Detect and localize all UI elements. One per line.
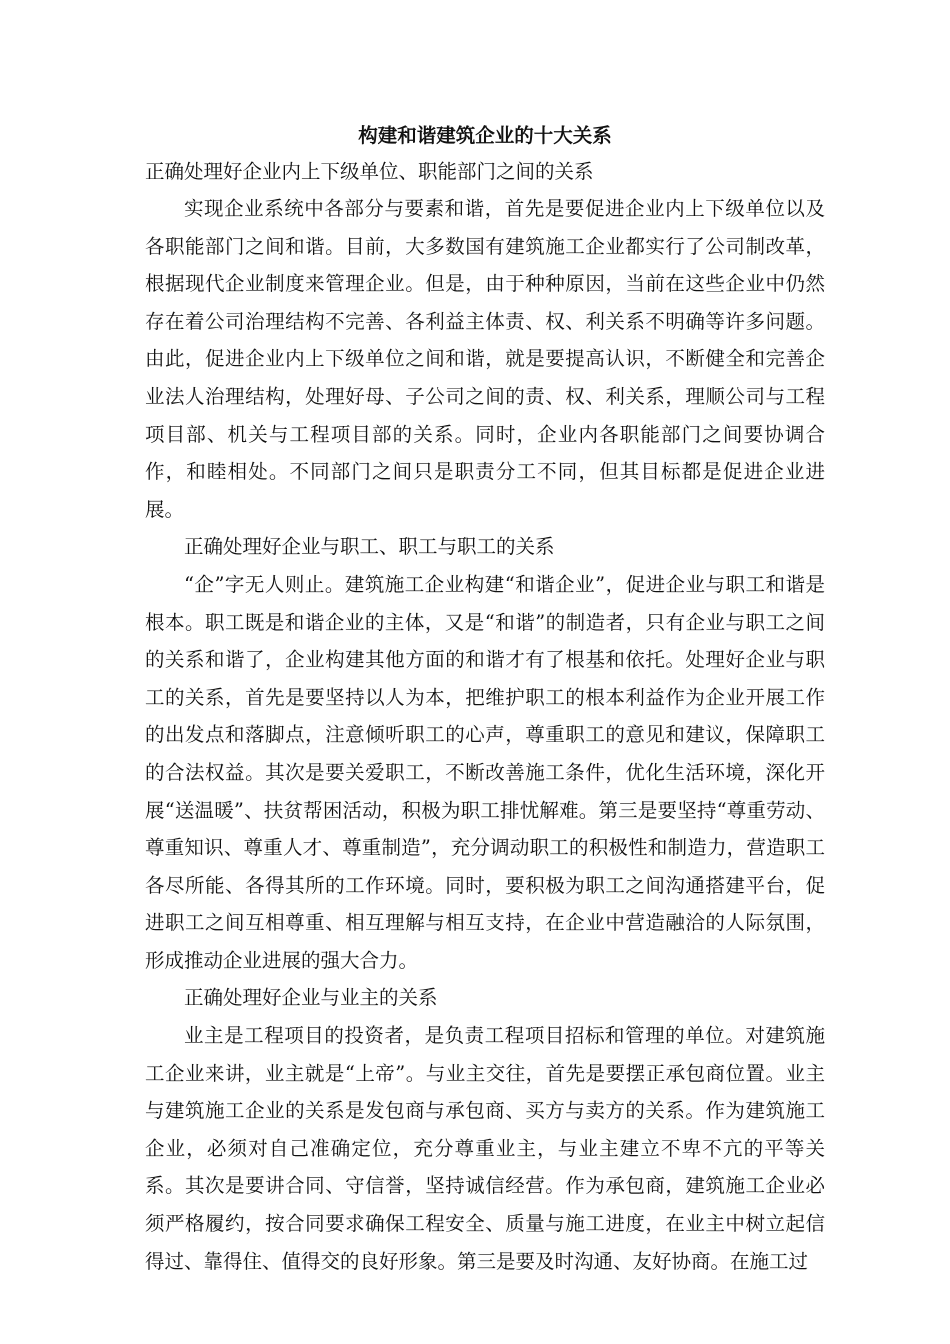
section-heading-1: 正确处理好企业内上下级单位、职能部门之间的关系 xyxy=(145,160,594,183)
section-heading-3: 正确处理好企业与业主的关系 xyxy=(184,986,438,1010)
section-paragraph-3: 业主是工程项目的投资者，是负责工程项目招标和管理的单位。对建筑施工企业来讲，业主就是“上帝”。与业主交往，首先是要摆正承包商位置。业主与建筑施工企业的关系是发包商与承包商、买方与卖方的关系。作为建筑施工企业，必须对自己准确定位，充分尊重业主，与业主建立不卑不亢的平等关系。其次是要讲合同、守信誉，坚持诚信经营。作为承包商，建筑施工企业必须严格履约，按合同要求确保工程安全、质量与施工进度，在业主中树立起信得过、靠得住、值得交的良好形象。第三是要及时沟通、友好协商。在施工过 xyxy=(145,1024,825,1273)
section-paragraph-1: 实现企业系统中各部分与要素和谐，首先是要促进企业内上下级单位以及各职能部门之间和谐。目前，大多数国有建筑施工企业都实行了公司制改革，根据现代企业制度来管理企业。但是，由于种种原因，当前在这些企业中仍然存在着公司治理结构不完善、各利益主体责、权、利关系不明确等许多问题。由此，促进企业内上下级单位之间和谐，就是要提高认识，不断健全和完善企业法人治理结构，处理好母、子公司之间的责、权、利关系，理顺公司与工程项目部、机关与工程项目部的关系。同时，企业内各职能部门之间要协调合作，和睦相处。不同部门之间只是职责分工不同，但其目标都是促进企业进展。 xyxy=(145,197,825,521)
section-paragraph-2: “企”字无人则止。建筑施工企业构建“和谐企业”，促进企业与职工和谐是根本。职工既是和谐企业的主体，又是“和谐”的制造者，只有企业与职工之间的关系和谐了，企业构建其他方面的和谐才有了根基和依托。处理好企业与职工的关系，首先是要坚持以人为本，把维护职工的根本利益作为企业开展工作的出发点和落脚点，注意倾听职工的心声，尊重职工的意见和建议，保障职工的合法权益。其次是要关爱职工，不断改善施工条件，优化生活环境，深化开展“送温暖”、扶贫帮困活动，积极为职工排忧解难。第三是要坚持“尊重劳动、尊重知识、尊重人才、尊重制造”，充分调动职工的积极性和制造力，营造职工各尽所能、各得其所的工作环境。同时，要积极为职工之间沟通搭建平台，促进职工之间互相尊重、相互理解与相互支持，在企业中营造融洽的人际氛围，形成推动企业进展的强大合力。 xyxy=(145,572,825,972)
section-heading-2: 正确处理好企业与职工、职工与职工的关系 xyxy=(184,535,555,559)
document-body xyxy=(145,118,825,1280)
document-title: 构建和谐建筑企业的十大关系 xyxy=(358,124,612,147)
